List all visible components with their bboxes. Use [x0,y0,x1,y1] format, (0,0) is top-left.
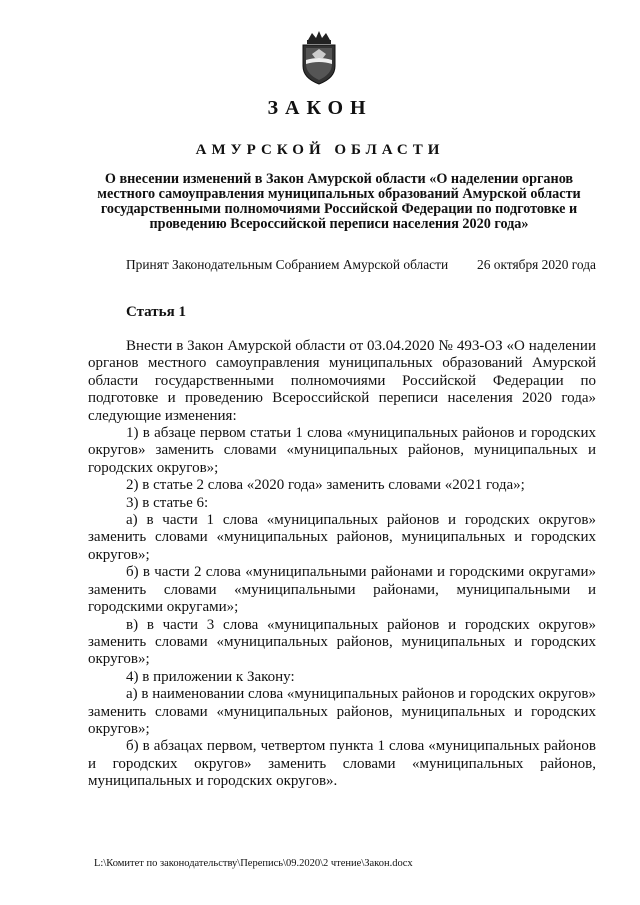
document-region: АМУРСКОЙ ОБЛАСТИ [195,142,445,158]
adopted-statement: Принят Законодательным Собранием Амурской области [126,257,449,272]
document-subject: О внесении изменений в Закон Амурской области «О наделении органов местного самоуправления муниципальных образований Амурской области государственными полномочиями Российской Федерации по подготовке и проведению Всероссийской переписи населения 2020 года» [97,171,581,232]
article-paragraph: 2) в статье 2 слова «2020 года» заменить словами «2021 года»; [126,477,525,494]
document-title: ЗАКОН [267,97,373,119]
article-paragraph: 1) в абзаце первом статьи 1 слова «муниципальных районов и городских округов» заменить словами «муниципальных районов, муниципальных и городских округов»; [88,425,596,476]
adopted-date: 26 октября 2020 года [477,257,596,272]
article-paragraph: Внести в Закон Амурской области от 03.04.2020 № 493-ОЗ «О наделении органов местного самоуправления муниципальных образований Амурской области государственными полномочиями Российской Федерации по подготовке и проведению Всероссийской переписи населения 2020 года» следующие изменения: [88,338,596,424]
article-paragraph: в) в части 3 слова «муниципальных районов и городских округов» заменить словами «муниципальных районов, муниципальных и городских округов»; [88,616,596,668]
article-paragraph: а) в части 1 слова «муниципальных районов и городских округов» заменить словами «муниципальных районов, муниципальных и городских округов»; [88,512,596,563]
file-path-footer: L:\Комитет по законодательству\Перепись\09.2020\2 чтение\Закон.docx [94,858,413,869]
coat-of-arms-icon [296,30,342,86]
article-paragraph: б) в части 2 слова «муниципальными районами и городскими округами» заменить словами «муниципальными районами, муниципальными и городскими округами»; [88,564,596,616]
article-paragraph: б) в абзацах первом, четвертом пункта 1 слова «муниципальных районов и городских округов» заменить словами «муниципальных районов, муниципальных и городских округов». [88,738,596,790]
article-paragraph: 3) в статье 6: [126,494,209,511]
article-paragraph: а) в наименовании слова «муниципальных районов и городских округов» заменить словами «муниципальных районов, муниципальных и городских округов»; [88,686,597,737]
article-body [88,338,596,791]
article-title: Статья 1 [126,304,186,320]
article-paragraph: 4) в приложении к Закону: [126,668,295,685]
